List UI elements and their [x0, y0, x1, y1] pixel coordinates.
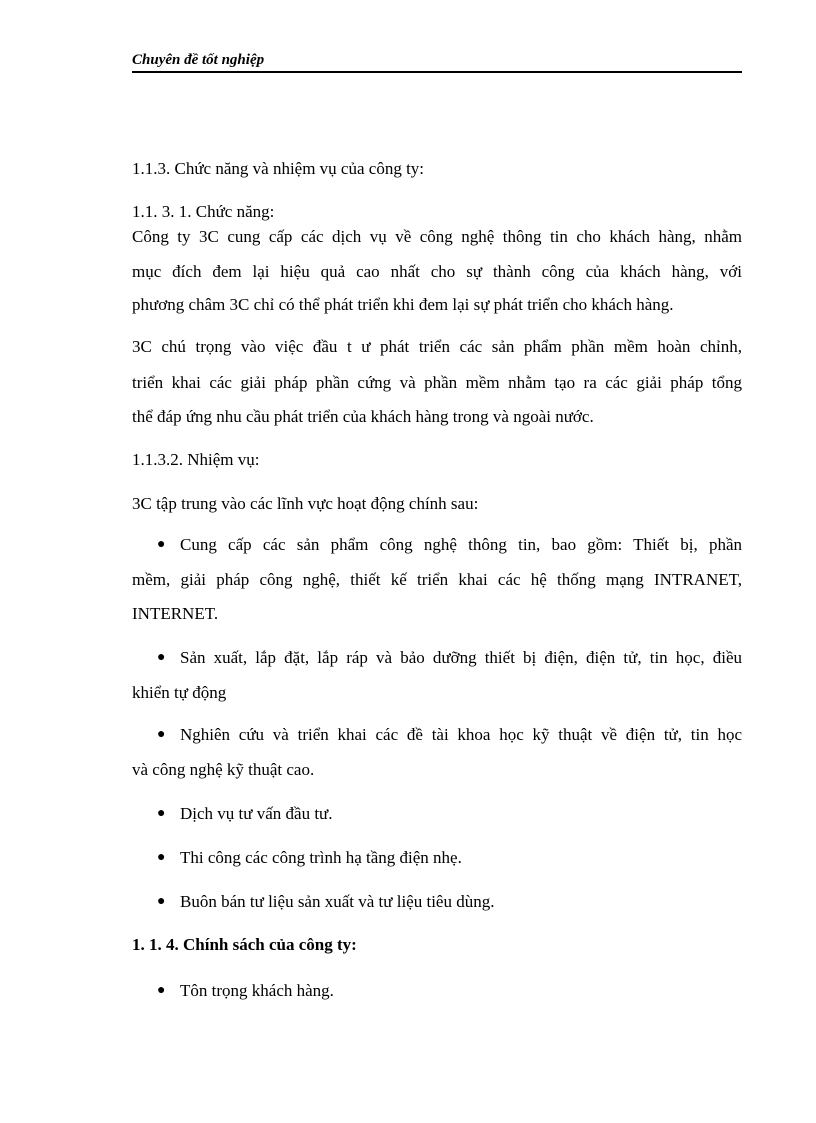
bullet-icon: ●: [157, 537, 166, 552]
bullet-icon: ●: [157, 850, 166, 865]
paragraph-line: triển khai các giải pháp phần cứng và phần mềm nhằm tạo ra các giải pháp tổng: [132, 373, 742, 392]
paragraph-line: mục đích đem lại hiệu quả cao nhất cho sự thành công của khách hàng, với: [132, 262, 742, 281]
paragraph-line: 3C chú trọng vào việc đầu t ư phát triển các sản phẩm phần mềm hoàn chỉnh,: [132, 337, 742, 356]
bullet-icon: ●: [157, 894, 166, 909]
section-heading-1-1-3-2: 1.1.3.2. Nhiệm vụ:: [132, 450, 260, 469]
paragraph-line: thể đáp ứng nhu cầu phát triển của khách hàng trong và ngoài nước.: [132, 407, 594, 426]
section-heading-1-1-4: 1. 1. 4. Chính sách của công ty:: [132, 935, 357, 954]
bullet-icon: ●: [157, 806, 166, 821]
list-item: Thi công các công trình hạ tầng điện nhẹ.: [180, 848, 462, 867]
bullet-icon: ●: [157, 727, 166, 742]
list-item: Cung cấp các sản phẩm công nghệ thông tin, bao gồm: Thiết bị, phần: [180, 535, 742, 554]
list-item: Dịch vụ tư vấn đầu tư.: [180, 804, 333, 823]
list-item-continuation: khiển tự động: [132, 683, 227, 702]
list-item: Tôn trọng khách hàng.: [180, 981, 334, 1000]
paragraph-line: Công ty 3C cung cấp các dịch vụ về công nghệ thông tin cho khách hàng, nhằm: [132, 227, 742, 246]
bullet-icon: ●: [157, 983, 166, 998]
list-item-continuation: INTERNET.: [132, 604, 219, 623]
intro-text: 3C tập trung vào các lĩnh vực hoạt động chính sau:: [132, 494, 479, 513]
bullet-icon: ●: [157, 650, 166, 665]
list-item: Sản xuất, lắp đặt, lắp ráp và bảo dưỡng thiết bị điện, điện tử, tin học, điều: [180, 648, 742, 667]
section-heading-1-1-3-1: 1.1. 3. 1. Chức năng:: [132, 202, 275, 221]
section-heading-1-1-3: 1.1.3. Chức năng và nhiệm vụ của công ty:: [132, 159, 425, 178]
list-item-continuation: và công nghệ kỹ thuật cao.: [132, 760, 315, 779]
list-item: Buôn bán tư liệu sản xuất và tư liệu tiêu dùng.: [180, 892, 495, 911]
page-header-title: Chuyên đề tốt nghiệp: [132, 52, 742, 73]
paragraph-line: phương châm 3C chỉ có thể phát triển khi đem lại sự phát triển cho khách hàng.: [132, 295, 674, 314]
list-item: Nghiên cứu và triển khai các đề tài khoa học kỹ thuật về điện tử, tin học: [180, 725, 742, 744]
list-item-continuation: mềm, giải pháp công nghệ, thiết kế triển khai các hệ thống mạng INTRANET,: [132, 570, 742, 589]
